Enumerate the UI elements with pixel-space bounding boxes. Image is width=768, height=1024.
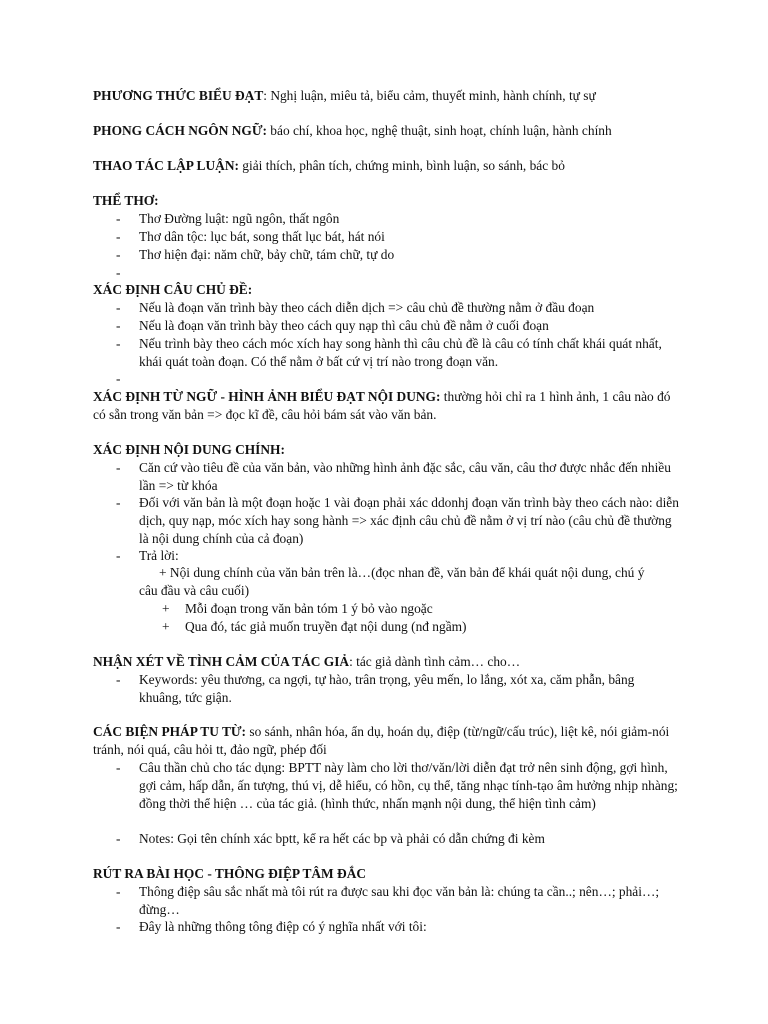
section-rhetorical-devices: [93, 723, 683, 759]
section-heading: THAO TÁC LẬP LUẬN:: [93, 158, 239, 173]
section-heading: CÁC BIỆN PHÁP TU TỪ:: [93, 724, 247, 739]
section-expression-methods: [93, 87, 683, 105]
section-language-style: [93, 122, 683, 140]
plus-item: Qua đó, tác giả muốn truyền đạt nội dung (nđ ngầm): [185, 619, 467, 634]
section-heading-lesson-message: RÚT RA BÀI HỌC - THÔNG ĐIỆP TÂM ĐẮC: [93, 866, 367, 881]
section-text: giải thích, phân tích, chứng minh, bình luận, so sánh, bác bỏ: [238, 158, 565, 173]
section-text: báo chí, khoa học, nghệ thuật, sinh hoạt, chính luận, hành chính: [266, 123, 612, 138]
plus-bullet: +: [162, 619, 170, 634]
section-heading: PHONG CÁCH NGÔN NGỮ:: [93, 123, 267, 138]
plus-item: Mỗi đoạn trong văn bản tóm 1 ý bỏ vào ngoặc: [185, 601, 433, 616]
document-page: PHƯƠNG THỨC BIỂU ĐẠT: Nghị luận, miêu tả, biểu cảm, thuyết minh, hành chính, tự sự PHONG CÁCH NGÔN NGỮ: báo chí, khoa học, nghệ thuật, sinh hoạt, chính luận, hành chính THAO TÁC LẬP LUẬN: giải thích, phân tích, chứng minh, bình luận, so sánh, bác bỏ THỂ THƠ: - Thơ Đường luật: ngũ ngôn, thất ngôn - Thơ dân tộc: lục bát, song thất lục bát, hát nói - Thơ hiện đại: năm chữ, bảy chữ, tám chữ, tự do - XÁC ĐỊNH CÂU CHỦ ĐỀ: - Nếu là đoạn văn trình bày theo cách diễn dịch => câu chủ đề thường nằm ở đầu đoạn - Nếu là đoạn văn trình bày theo cách quy nạp thì câu chủ đề nằm ở cuối đoạn - Nếu trình bày theo cách móc xích hay song hành thì câu chủ đề là câu có tính chất khái quát nhất, khái quát toàn đoạn. Có thể nằm ở bất cứ vị trí nào trong đoạn văn. - XÁC ĐỊNH TỪ NGỮ - HÌNH ẢNH BIỂU ĐẠT NỘI DUNG: thường hỏi chỉ ra 1 hình ảnh, 1 câu nào đó có sẵn trong văn bản => đọc kĩ đề, câu hỏi bám sát vào văn bản. XÁC ĐỊNH NỘI DUNG CHÍNH: - Căn cứ vào tiêu đề của văn bản, vào những hình ảnh đặc sắc, câu văn, câu thơ được nhắc đến nhiều lần => từ khóa - Đối với văn bản là một đoạn hoặc 1 vài đoạn phải xác ddonhj đoạn văn trình bày theo cách nào: diễn dịch, quy nạp, móc xích hay song hành => xác định câu chủ đề nằm ở vị trí nào (câu chủ đề thường là nội dung chính của cả đoạn) - Trả lời: + Nội dung chính của văn bản trên là…(đọc nhan đề, văn bản để khái quát nội dung, chú ý câu đầu và câu cuối) + Mỗi đoạn trong văn bản tóm 1 ý bỏ vào ngoặc + Qua đó, tác giả muốn truyền đạt nội dung (nđ ngầm) NHẬN XÉT VỀ TÌNH CẢM CỦA TÁC GIẢ: tác giả dành tình cảm… cho… - Keywords: yêu thương, ca ngợi, tự hào, trân trọng, yêu mến, lo lắng, xót xa, căm phẫn, bâng khuâng, tức giận. CÁC BIỆN PHÁP TU TỪ: so sánh, nhân hóa, ẩn dụ, hoán dụ, điệp (từ/ngữ/cấu trúc), liệt kê, nói giảm-nói tránh, nói quá, câu hỏi tt, đảo ngữ, phép đối - Câu thần chủ cho tác dụng: BPTT này làm cho lời thơ/văn/lời diễn đạt trở nên sinh động, gợi hình, gợi cảm, hấp dẫn, ấn tượng, thú vị, dễ hiểu, có hồn, cụ thể, tăng nhạc tính-tạo âm hưởng nhịp nhàng; đồng thời thể hiện … của tác giả. (hình thức, nhấn mạnh nội dung, thể hiện tình cảm) - Notes: Gọi tên chính xác bptt, kể ra hết các bp và phải có dẫn chứng đi kèm RÚT RA BÀI HỌC - THÔNG ĐIỆP TÂM ĐẮC - Thông điệp sâu sắc nhất mà tôi rút ra được sau khi đọc văn bản là: chúng ta cần..; nên…; phải…; đừng… - Đây là những thông tông điệp có ý nghĩa nhất với tôi:: [0, 0, 768, 1024]
section-heading: XÁC ĐỊNH TỪ NGỮ - HÌNH ẢNH BIỂU ĐẠT NỘI DUNG:: [93, 389, 441, 404]
section-text: thường hỏi chỉ ra 1 hình ảnh, 1 câu nào đó có sẵn trong văn bản => đọc kĩ đề, câu hỏi bám sát vào văn bản.: [93, 389, 671, 422]
section-argument-operations: [93, 157, 683, 175]
plus-bullet: +: [162, 601, 170, 616]
section-words-images: [93, 388, 683, 424]
section-text: so sánh, nhân hóa, ẩn dụ, hoán dụ, điệp (từ/ngữ/cấu trúc), liệt kê, nói giảm-nói tránh, nói quá, câu hỏi tt, đảo ngữ, phép đối: [93, 724, 670, 757]
section-author-feelings: [93, 653, 683, 671]
section-heading-poetry-forms: THỂ THƠ:: [93, 193, 159, 208]
section-text: : tác giả dành tình cảm… cho…: [349, 654, 521, 669]
section-heading-topic-sentence: XÁC ĐỊNH CÂU CHỦ ĐỀ:: [93, 282, 253, 297]
section-heading: NHẬN XÉT VỀ TÌNH CẢM CỦA TÁC GIẢ: [93, 654, 350, 669]
answer-text: + Nội dung chính của văn bản trên là…(đọc nhan đề, văn bản để khái quát nội dung, chú ý câu đầu và câu cuối): [139, 565, 645, 598]
section-heading: PHƯƠNG THỨC BIỂU ĐẠT: [93, 88, 264, 103]
section-heading-main-content: XÁC ĐỊNH NỘI DUNG CHÍNH:: [93, 442, 285, 457]
section-text: : Nghị luận, miêu tả, biểu cảm, thuyết minh, hành chính, tự sự: [263, 88, 596, 103]
